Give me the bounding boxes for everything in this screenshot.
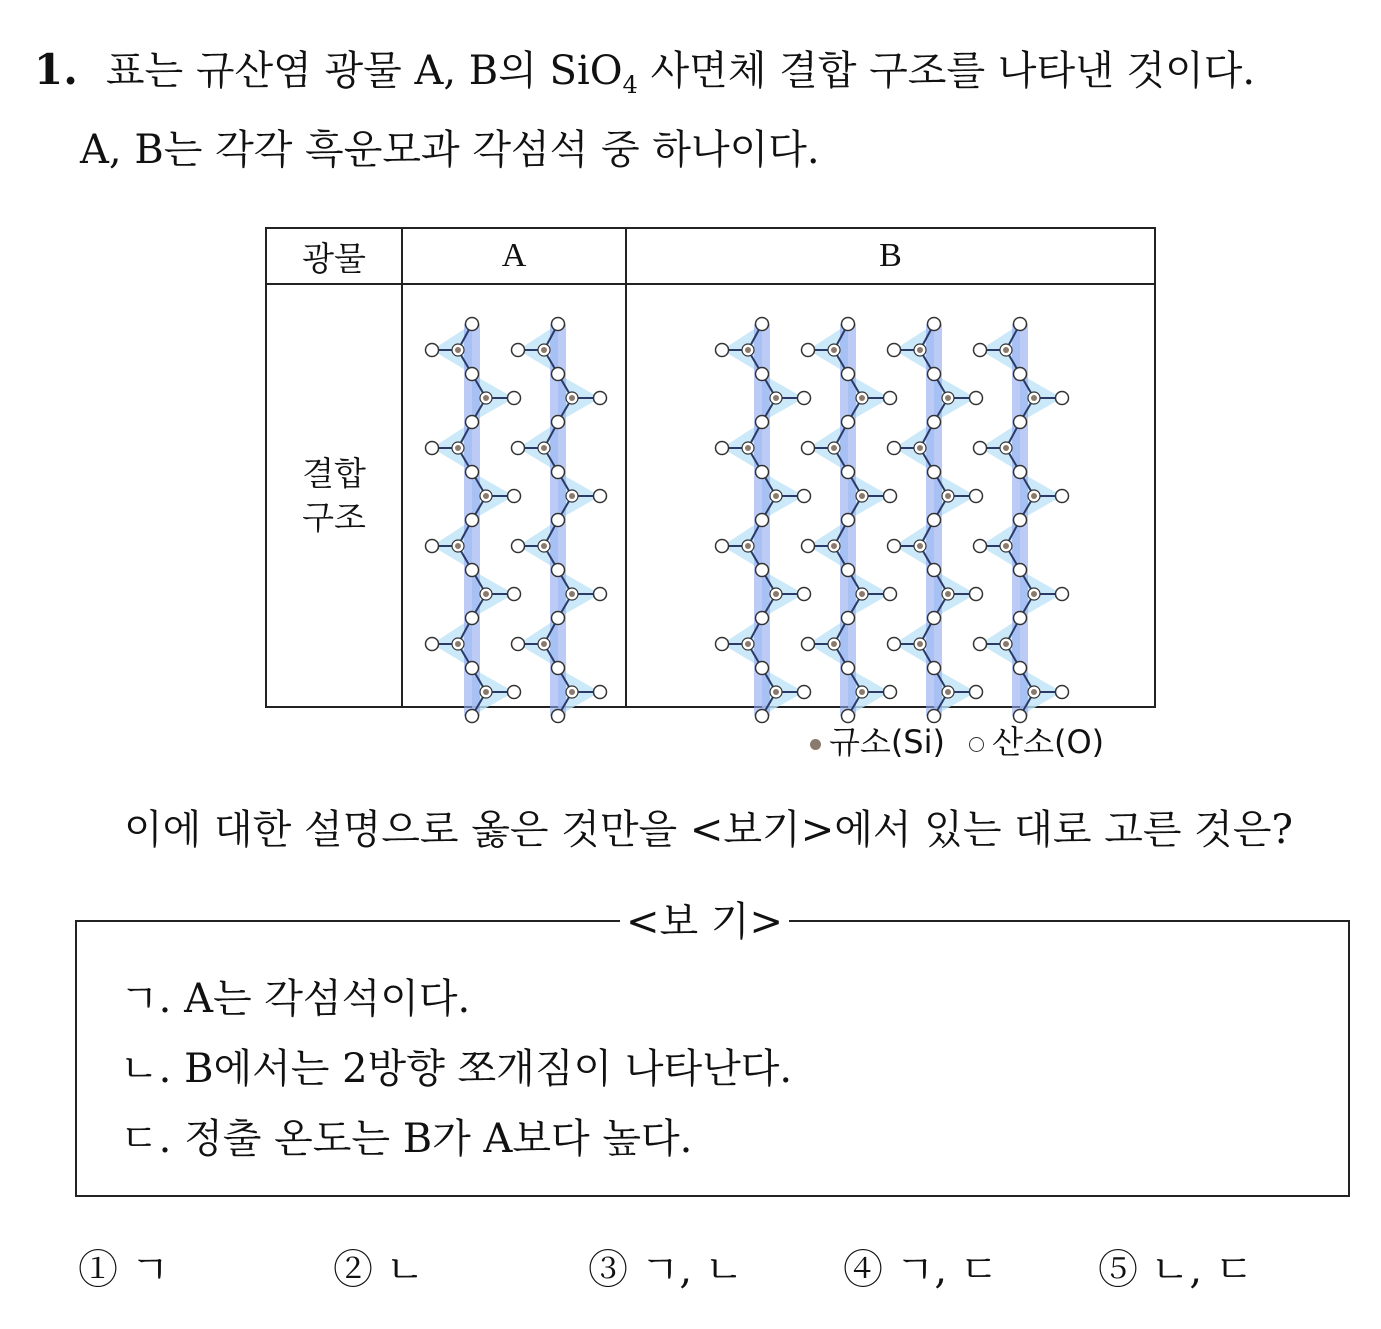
oxygen-atom — [842, 564, 855, 577]
silicon-atom — [1003, 543, 1009, 549]
silicon-atom — [773, 591, 779, 597]
oxygen-atom — [552, 318, 565, 331]
silicon-atom — [1031, 395, 1037, 401]
oxygen-atom — [756, 466, 769, 479]
silicon-atom — [945, 395, 951, 401]
oxygen-atom — [802, 344, 815, 357]
oxygen-atom — [928, 612, 941, 625]
silicon-atom — [1031, 689, 1037, 695]
oxygen-atom — [842, 662, 855, 675]
oxygen-atom — [756, 318, 769, 331]
oxygen-atom — [552, 368, 565, 381]
silicon-atom — [541, 543, 547, 549]
oxygen-atom — [974, 540, 987, 553]
silicon-atom — [569, 493, 575, 499]
oxygen-atom — [552, 662, 565, 675]
silicon-atom — [569, 689, 575, 695]
header-b: B — [879, 237, 902, 274]
header-mineral: 광물 — [302, 238, 366, 278]
oxygen-atom — [1014, 514, 1027, 527]
bogi-item-2: ㄴ. B에서는 2방향 쪼개짐이 나타난다. — [120, 1046, 793, 1092]
silicon-atom — [773, 689, 779, 695]
oxygen-atom — [1014, 564, 1027, 577]
oxygen-atom — [756, 662, 769, 675]
header-a: A — [501, 237, 527, 274]
oxygen-atom — [884, 588, 897, 601]
silicon-atom — [1031, 493, 1037, 499]
oxygen-atom — [884, 686, 897, 699]
oxygen-atom — [594, 392, 607, 405]
silicon-atom — [569, 591, 575, 597]
silicon-atom — [745, 347, 751, 353]
oxygen-atom — [552, 612, 565, 625]
oxygen-atom — [552, 564, 565, 577]
oxygen-atom — [426, 442, 439, 455]
oxygen-atom — [1014, 466, 1027, 479]
oxygen-atom — [466, 318, 479, 331]
silicon-atom — [1031, 591, 1037, 597]
oxygen-atom — [888, 540, 901, 553]
oxygen-atom — [928, 318, 941, 331]
silicon-atom — [859, 591, 865, 597]
oxygen-atom — [842, 466, 855, 479]
oxygen-atom — [594, 686, 607, 699]
silicon-atom — [455, 543, 461, 549]
oxygen-atom — [798, 588, 811, 601]
oxygen-atom — [1014, 318, 1027, 331]
silicon-atom — [541, 641, 547, 647]
oxygen-atom — [888, 442, 901, 455]
bogi-item-3: ㄷ. 정출 온도는 B가 A보다 높다. — [120, 1116, 693, 1162]
oxygen-atom — [798, 490, 811, 503]
question-prompt: 이에 대한 설명으로 옳은 것만을 <보기>에서 있는 대로 고른 것은? — [124, 807, 1293, 853]
oxygen-atom — [798, 686, 811, 699]
oxygen-atom — [426, 638, 439, 651]
oxygen-atom — [974, 442, 987, 455]
silicon-atom — [483, 395, 489, 401]
oxygen-atom — [756, 612, 769, 625]
oxygen-atom — [466, 612, 479, 625]
oxygen-atom — [928, 514, 941, 527]
oxygen-atom — [466, 416, 479, 429]
oxygen-atom — [928, 564, 941, 577]
silicon-atom — [831, 347, 837, 353]
silicon-atom — [831, 641, 837, 647]
oxygen-atom — [974, 638, 987, 651]
silicon-atom — [831, 445, 837, 451]
silicon-atom — [455, 347, 461, 353]
oxygen-atom — [842, 318, 855, 331]
oxygen-atom — [552, 416, 565, 429]
oxygen-atom — [426, 344, 439, 357]
oxygen-atom — [1014, 416, 1027, 429]
oxygen-atom — [466, 662, 479, 675]
oxygen-atom — [842, 514, 855, 527]
oxygen-atom — [842, 416, 855, 429]
oxygen-atom — [798, 392, 811, 405]
oxygen-atom — [594, 588, 607, 601]
oxygen-atom — [466, 564, 479, 577]
choice-2[interactable]: ② ㄴ — [333, 1247, 425, 1293]
question-text-part1: 표는 규산염 광물 A, B의 SiO — [105, 48, 623, 94]
oxygen-atom — [716, 442, 729, 455]
oxygen-atom — [716, 344, 729, 357]
oxygen-atom — [426, 540, 439, 553]
silicon-atom — [831, 543, 837, 549]
silicon-atom — [917, 641, 923, 647]
oxygen-atom — [508, 588, 521, 601]
silicon-atom — [541, 347, 547, 353]
oxygen-atom — [508, 686, 521, 699]
silicon-atom — [569, 395, 575, 401]
oxygen-atom — [1014, 662, 1027, 675]
oxygen-atom — [888, 638, 901, 651]
silicon-atom — [945, 493, 951, 499]
oxygen-atom — [884, 490, 897, 503]
oxygen-atom — [970, 588, 983, 601]
oxygen-atom — [928, 368, 941, 381]
oxygen-atom — [974, 344, 987, 357]
silicon-atom — [859, 395, 865, 401]
silicon-atom — [859, 493, 865, 499]
silicon-atom — [1003, 347, 1009, 353]
silicon-atom — [745, 641, 751, 647]
silicon-atom — [945, 689, 951, 695]
bogi-item-1: ㄱ. A는 각섬석이다. — [120, 976, 471, 1022]
si-legend-label: 규소(Si) — [829, 723, 945, 761]
oxygen-atom — [756, 514, 769, 527]
silicon-atom — [455, 445, 461, 451]
oxygen-atom — [552, 514, 565, 527]
oxygen-atom — [466, 466, 479, 479]
oxygen-atom — [466, 368, 479, 381]
row-label-line-2: 구조 — [302, 497, 366, 537]
oxygen-atom — [756, 710, 769, 723]
oxygen-atom — [552, 466, 565, 479]
silicon-atom — [773, 395, 779, 401]
o-legend-label: 산소(O) — [992, 723, 1105, 761]
oxygen-atom — [842, 612, 855, 625]
oxygen-atom — [970, 686, 983, 699]
oxygen-atom — [802, 540, 815, 553]
silicon-atom — [1003, 641, 1009, 647]
oxygen-atom — [802, 442, 815, 455]
oxygen-atom — [802, 638, 815, 651]
oxygen-atom — [508, 490, 521, 503]
oxygen-atom — [716, 638, 729, 651]
legend — [810, 717, 1104, 763]
question-text-part2: 사면체 결합 구조를 나타낸 것이다. — [637, 48, 1256, 94]
oxygen-atom — [928, 662, 941, 675]
silicon-atom — [745, 445, 751, 451]
oxygen-atom — [512, 540, 525, 553]
o-legend-icon — [969, 737, 984, 752]
oxygen-atom — [1056, 686, 1069, 699]
oxygen-atom — [928, 416, 941, 429]
oxygen-atom — [1056, 392, 1069, 405]
question-number: 1. — [34, 45, 78, 94]
oxygen-atom — [756, 564, 769, 577]
subscript-4: 4 — [622, 71, 638, 99]
silicon-atom — [917, 543, 923, 549]
choice-1[interactable]: ① ㄱ — [78, 1247, 170, 1293]
oxygen-atom — [1056, 588, 1069, 601]
oxygen-atom — [970, 392, 983, 405]
choice-3[interactable]: ③ ㄱ, ㄴ — [588, 1247, 744, 1293]
oxygen-atom — [1056, 490, 1069, 503]
silicon-atom — [917, 445, 923, 451]
silicon-atom — [541, 445, 547, 451]
oxygen-atom — [466, 710, 479, 723]
silicon-atom — [1003, 445, 1009, 451]
oxygen-atom — [756, 416, 769, 429]
oxygen-atom — [512, 344, 525, 357]
oxygen-atom — [466, 514, 479, 527]
choice-5[interactable]: ⑤ ㄴ, ㄷ — [1098, 1247, 1254, 1293]
oxygen-atom — [884, 392, 897, 405]
oxygen-atom — [756, 368, 769, 381]
silicon-atom — [773, 493, 779, 499]
choice-4[interactable]: ④ ㄱ, ㄷ — [843, 1247, 999, 1293]
silicon-atom — [917, 347, 923, 353]
oxygen-atom — [1014, 612, 1027, 625]
oxygen-atom — [512, 638, 525, 651]
silicon-atom — [483, 689, 489, 695]
oxygen-atom — [552, 710, 565, 723]
oxygen-atom — [512, 442, 525, 455]
silicon-atom — [483, 493, 489, 499]
oxygen-atom — [594, 490, 607, 503]
oxygen-atom — [888, 344, 901, 357]
oxygen-atom — [970, 490, 983, 503]
oxygen-atom — [716, 540, 729, 553]
silicon-atom — [859, 689, 865, 695]
question-line-2: A, B는 각각 흑운모과 각섬석 중 하나이다. — [80, 127, 820, 173]
oxygen-atom — [1014, 368, 1027, 381]
si-legend-icon — [810, 739, 821, 750]
row-label-line-1: 결합 — [302, 453, 366, 493]
silicon-atom — [483, 591, 489, 597]
silicon-atom — [945, 591, 951, 597]
oxygen-atom — [842, 368, 855, 381]
bogi-title: <보 기> — [620, 896, 789, 948]
oxygen-atom — [508, 392, 521, 405]
silicon-atom — [745, 543, 751, 549]
silicon-atom — [455, 641, 461, 647]
oxygen-atom — [928, 466, 941, 479]
